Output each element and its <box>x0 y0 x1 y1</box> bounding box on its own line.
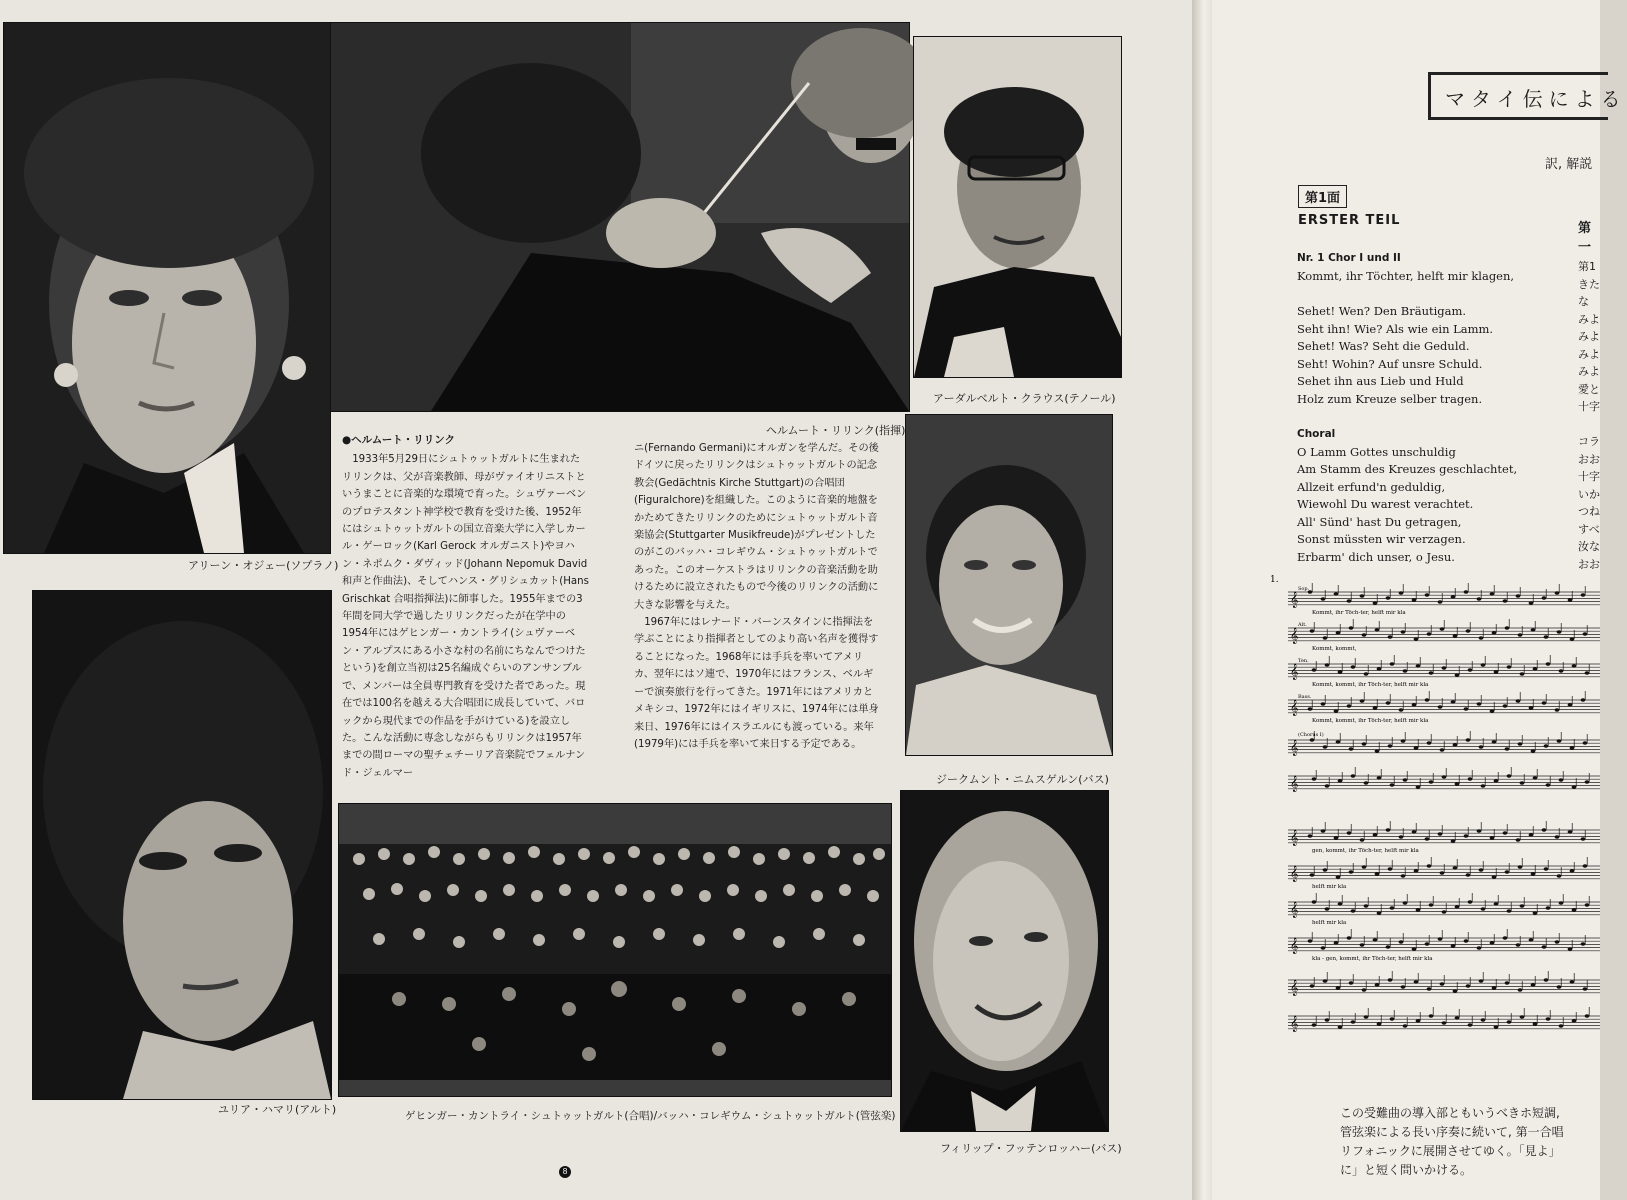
libretto-title: マタイ伝による <box>1428 72 1608 120</box>
ja-line: 十字 <box>1578 400 1600 413</box>
ja-line: おお <box>1578 557 1600 571</box>
staff <box>1288 857 1600 890</box>
staff <box>1288 767 1600 792</box>
ja-line: みよ <box>1578 365 1600 378</box>
ja-line: 十字 <box>1578 470 1600 483</box>
part-title-ja: 第一 <box>1578 221 1592 255</box>
voice-label: Ten. <box>1298 658 1309 664</box>
photo-bass-nimsgern <box>905 414 1113 756</box>
book-gutter <box>1192 0 1212 1200</box>
caption-conductor: ヘルムート・リリンク(指揮) <box>766 424 906 437</box>
photo-alto <box>32 590 332 1100</box>
svg-text:𝄞: 𝄞 <box>1290 980 1299 996</box>
staff <box>1288 929 1600 962</box>
score-lyric: kla - gen, kommt, ihr Töch-ter, helft mir kla <box>1312 956 1433 962</box>
lyrics-line: Wiewohl Du warest verachtet. <box>1297 497 1474 511</box>
side-badge: 第1面 <box>1298 185 1347 208</box>
ja-line: 愛と <box>1578 382 1600 396</box>
lyrics-line: Am Stamm des Kreuzes geschlachtet, <box>1297 462 1518 476</box>
score-lyric: Kommt, kommt, ihr Töch-ter, helft mir kla <box>1312 682 1429 688</box>
voice-label: Alt. <box>1298 622 1307 628</box>
commentary-line: リフォニックに展開させてゆく。「見よ」 <box>1340 1144 1561 1158</box>
svg-text:𝄞: 𝄞 <box>1290 628 1299 644</box>
svg-text:𝄞: 𝄞 <box>1290 776 1299 792</box>
lyrics-line: All' Sünd' hast Du getragen, <box>1297 514 1462 529</box>
caption-alto: ユリア・ハマリ(アルト) <box>218 1103 337 1116</box>
article-paragraph: 1933年5月29日にシュトゥットガルトに生まれたリリンクは、父が音楽教師、母がヴァイオリニストというまことに音楽的な環境で育った。シュヴァーベンのプロテスタント神学校で教育を受けた後、1952年にはシュトゥットガルトの国立音楽大学に入学しカール・ゲーロック(Karl Gerock オルガニスト)やヨハン・ネポムク・ダヴィッド(Johann Nepomuk David 和声と作曲法)、そしてハンス・グリシュカット(Hans Grischkat 合唱指揮法)に師事した。1955年までの3年間を同大学で過したリリンクだったが在学中の1954年にはゲヒンガー・カントライ(シュヴァーベン・アルプスにある小さな村の名前にちなんでつけたという)を創立当初は25名編成ぐらいのアンサンブルで、メンバーは全員専門教育を受けた者であった。現在では100名を越える大合唱団に成長していて、バロックから現代までの作品を手がけている)を設立した。こんな活動に専念しながらもリリンクは1957年までの間ローマの聖チェチーリア音楽院でフェルナンド・ジェルマー <box>342 454 589 779</box>
voice-label: (Chorus I) <box>1298 732 1324 738</box>
ja-line: な <box>1578 295 1589 308</box>
page-number: 8 <box>559 1166 571 1178</box>
svg-text:𝄞: 𝄞 <box>1290 1016 1299 1032</box>
lyrics-line: O Lamm Gottes unschuldig <box>1297 444 1456 459</box>
commentary-line: この受難曲の導入部ともいうべきホ短調, <box>1340 1106 1560 1120</box>
svg-text:𝄞: 𝄞 <box>1290 700 1299 716</box>
lyrics-line: Sehet ihn aus Lieb und Huld <box>1297 374 1464 388</box>
staff <box>1288 731 1600 756</box>
ja-line: すべ <box>1578 522 1600 536</box>
caption-bass-nimsgern: ジークムント・ニムスゲルン(バス) <box>936 773 1109 786</box>
staff <box>1288 1007 1600 1032</box>
staff <box>1288 893 1600 926</box>
ja-line: 第1 <box>1578 260 1596 273</box>
ja-line: きた <box>1578 277 1600 291</box>
score-lyric: helft mir kla <box>1312 920 1347 926</box>
lyrics-line: Sehet! Wen? Den Bräutigam. <box>1297 304 1467 318</box>
lyrics-line: Holz zum Kreuze selber tragen. <box>1297 391 1483 406</box>
translator-label: 訳, 解説 <box>1545 157 1593 172</box>
photo-bass-huttenlocher <box>900 790 1109 1132</box>
japanese-translation-column <box>1578 258 1600 573</box>
ja-line: みよ <box>1578 312 1600 326</box>
lyrics-line: Erbarm' dich unser, o Jesu. <box>1297 549 1455 564</box>
score-lyric: Kommt, kommt, ihr Töch-ter, helft mir kla <box>1312 718 1429 724</box>
score-lyric: Kommt, ihr Töch-ter, helft mir kla <box>1312 610 1406 616</box>
ja-line: つね <box>1578 505 1600 518</box>
staff <box>1288 691 1600 724</box>
article-paragraph: 1967年にはレナード・バーンスタインに指揮法を学ぶことにより指揮者としてのより高い名声を獲得することになった。1968年には手兵を率いてアメリカ、翌年にはソ連で、1970年にはフランス、ベルギーで演奏旅行を行ってきた。1971年にはアメリカとメキシコ、1972年にはイギリスに、1974年には単身来日、1976年にはイスラエルにも渡っている。来年(1979年)には手兵を率いて来日する予定である。 <box>634 617 879 750</box>
score-lyric: Kommt, kommt, <box>1312 646 1357 652</box>
ja-line: コラ <box>1578 435 1600 448</box>
ja-line: おお <box>1578 452 1600 466</box>
score-lyric: gen, kommt, ihr Töch-ter, helft mir kla <box>1312 848 1419 854</box>
ja-line <box>1578 416 1600 434</box>
svg-text:𝄞: 𝄞 <box>1290 664 1299 680</box>
photo-tenor <box>913 36 1122 378</box>
score-lyric: helft mir kla <box>1312 884 1347 890</box>
article-column-2 <box>634 440 882 753</box>
lyrics-line: Kommt, ihr Töchter, helft mir klagen, <box>1297 268 1515 283</box>
lyrics-gap <box>1297 285 1517 303</box>
lyrics-heading: Choral <box>1297 428 1336 440</box>
svg-text:𝄞: 𝄞 <box>1290 740 1299 756</box>
caption-tenor: アーダルベルト・クラウス(テノール) <box>933 392 1116 405</box>
commentary-line: 管弦楽による長い序奏に続いて, 第一合唱 <box>1340 1125 1564 1139</box>
ja-line: いか <box>1578 487 1600 501</box>
svg-text:𝄞: 𝄞 <box>1290 902 1299 918</box>
ja-line: 汝な <box>1578 540 1600 553</box>
part-title: ERSTER TEIL <box>1298 213 1401 228</box>
commentary-text <box>1340 1104 1564 1180</box>
photo-soprano <box>3 22 331 554</box>
commentary-line: に」と短く問いかける。 <box>1340 1163 1473 1177</box>
article-paragraph: ニ(Fernando Germani)にオルガンを学んだ。その後ドイツに戻ったリリンクはシュトゥットガルトの記念教会(Gedächtnis Kirche Stuttgart)の合唱団(Figuralchore)を組織した。このように音楽的地盤をかためてきたリリンクのためにシュトゥットガルト音楽協会(Stuttgarter Musikfreude)がプレゼントしたのがこのバッハ・コレギウム・シュトゥットガルトであった。このオーケストラはリリンクの音楽活動を助けるために設立されたもので今後のリリンクの活動に大きな影響を与えた。 <box>634 443 879 611</box>
lyrics-line: Sehet! Was? Seht die Geduld. <box>1297 339 1470 353</box>
article-heading: ●ヘルムート・リリンク <box>342 434 456 446</box>
caption-soprano: アリーン・オジェー(ソプラノ) <box>188 559 339 572</box>
voice-label: Bass. <box>1298 694 1312 700</box>
caption-bass-huttenlocher: フィリップ・フッテンロッハー(バス) <box>940 1142 1122 1155</box>
caption-choir-orchestra: ゲヒンガー・カントライ・シュトゥットガルト(合唱)/バッハ・コレギウム・シュトゥットガルト(管弦楽) <box>405 1110 896 1122</box>
voice-label: Sop. <box>1298 586 1310 592</box>
lyrics-line: Allzeit erfund'n geduldig, <box>1297 479 1446 494</box>
svg-text:𝄞: 𝄞 <box>1290 938 1299 954</box>
german-lyrics <box>1297 250 1517 566</box>
lyrics-line: Seht! Wohin? Auf unsre Schuld. <box>1297 356 1483 371</box>
lyrics-gap <box>1297 408 1517 426</box>
article-column-1 <box>342 432 590 782</box>
score-number: 1. <box>1270 575 1279 585</box>
staff <box>1288 971 1600 996</box>
staff <box>1288 619 1600 652</box>
svg-text:𝄞: 𝄞 <box>1290 866 1299 882</box>
svg-text:𝄞: 𝄞 <box>1290 592 1299 608</box>
lyrics-line: Sonst müssten wir verzagen. <box>1297 532 1466 546</box>
staff <box>1288 821 1600 854</box>
photo-conductor <box>330 22 910 412</box>
lyrics-heading: Nr. 1 Chor I und II <box>1297 252 1401 264</box>
music-score <box>1270 575 1600 1090</box>
ja-line: みよ <box>1578 347 1600 361</box>
staff <box>1288 655 1600 688</box>
lyrics-line: Seht ihn! Wie? Als wie ein Lamm. <box>1297 321 1494 336</box>
ja-line: みよ <box>1578 330 1600 343</box>
svg-text:𝄞: 𝄞 <box>1290 830 1299 846</box>
photo-choir-orchestra <box>338 803 892 1097</box>
